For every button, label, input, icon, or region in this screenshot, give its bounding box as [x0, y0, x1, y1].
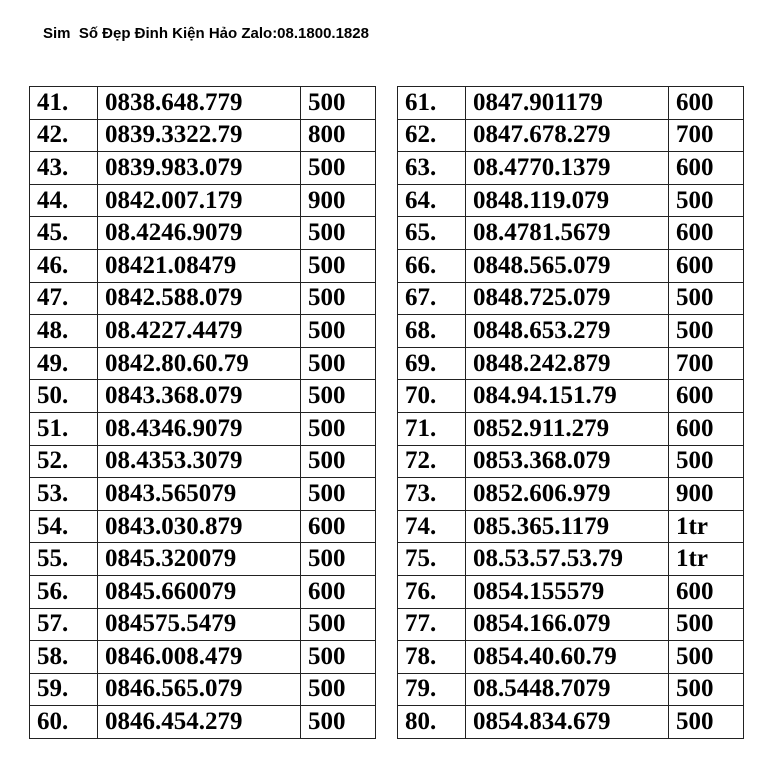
price: 600 [301, 510, 376, 543]
price: 700 [669, 119, 744, 152]
table-row [398, 315, 744, 348]
price: 1tr [669, 543, 744, 576]
table-row [30, 445, 376, 478]
price: 500 [669, 608, 744, 641]
phone-number: 0848.653.279 [466, 315, 669, 348]
row-number: 80. [398, 706, 466, 739]
row-number: 45. [30, 217, 98, 250]
table-row [30, 217, 376, 250]
price: 500 [669, 282, 744, 315]
row-number: 61. [398, 87, 466, 120]
price: 500 [669, 184, 744, 217]
table-row [30, 543, 376, 576]
table-row [398, 641, 744, 674]
phone-number: 0843.565079 [98, 478, 301, 511]
row-number: 55. [30, 543, 98, 576]
table-row [398, 673, 744, 706]
row-number: 44. [30, 184, 98, 217]
price: 500 [301, 315, 376, 348]
phone-number: 085.365.1179 [466, 510, 669, 543]
phone-number: 0846.008.479 [98, 641, 301, 674]
price: 500 [301, 608, 376, 641]
row-number: 70. [398, 380, 466, 413]
row-number: 69. [398, 347, 466, 380]
row-number: 74. [398, 510, 466, 543]
row-number: 46. [30, 249, 98, 282]
price: 600 [669, 152, 744, 185]
table-row [30, 412, 376, 445]
table-row [398, 217, 744, 250]
phone-number: 0854.155579 [466, 575, 669, 608]
price: 900 [669, 478, 744, 511]
price: 600 [669, 217, 744, 250]
phone-number: 084.94.151.79 [466, 380, 669, 413]
price: 500 [669, 641, 744, 674]
phone-number: 08.53.57.53.79 [466, 543, 669, 576]
price: 500 [301, 282, 376, 315]
table-row [30, 706, 376, 739]
row-number: 49. [30, 347, 98, 380]
row-number: 65. [398, 217, 466, 250]
table-row [30, 478, 376, 511]
table-row [398, 282, 744, 315]
phone-number: 0845.660079 [98, 575, 301, 608]
row-number: 43. [30, 152, 98, 185]
phone-number: 0853.368.079 [466, 445, 669, 478]
phone-number: 0846.454.279 [98, 706, 301, 739]
price: 600 [669, 412, 744, 445]
table-row [398, 510, 744, 543]
table-row [398, 347, 744, 380]
phone-number: 08.4781.5679 [466, 217, 669, 250]
table-row [398, 380, 744, 413]
price: 500 [301, 347, 376, 380]
phone-number: 0839.983.079 [98, 152, 301, 185]
table-row [30, 641, 376, 674]
phone-number: 0847.678.279 [466, 119, 669, 152]
price: 600 [669, 380, 744, 413]
table-row [30, 608, 376, 641]
table-row [398, 445, 744, 478]
row-number: 53. [30, 478, 98, 511]
row-number: 57. [30, 608, 98, 641]
phone-number: 08.4353.3079 [98, 445, 301, 478]
row-number: 50. [30, 380, 98, 413]
phone-number: 084575.5479 [98, 608, 301, 641]
phone-number: 0852.606.979 [466, 478, 669, 511]
phone-number: 08.4227.4479 [98, 315, 301, 348]
table-row [30, 510, 376, 543]
price: 600 [669, 87, 744, 120]
row-number: 78. [398, 641, 466, 674]
row-number: 64. [398, 184, 466, 217]
table-row [398, 575, 744, 608]
table-row [30, 152, 376, 185]
row-number: 58. [30, 641, 98, 674]
table-row [398, 608, 744, 641]
row-number: 73. [398, 478, 466, 511]
sim-table-left [29, 86, 376, 739]
table-row [30, 315, 376, 348]
phone-number: 0846.565.079 [98, 673, 301, 706]
price: 500 [301, 706, 376, 739]
table-row [30, 380, 376, 413]
table-row [30, 249, 376, 282]
phone-number: 0847.901179 [466, 87, 669, 120]
phone-number: 0839.3322.79 [98, 119, 301, 152]
table-row [30, 87, 376, 120]
sim-table-body [30, 87, 376, 739]
table-row [398, 478, 744, 511]
table-row [30, 575, 376, 608]
phone-number: 0854.40.60.79 [466, 641, 669, 674]
phone-number: 0848.565.079 [466, 249, 669, 282]
page-title: Sim Số Đẹp Đinh Kiện Hảo Zalo:08.1800.1828 [43, 25, 369, 42]
phone-number: 0842.007.179 [98, 184, 301, 217]
phone-number: 0845.320079 [98, 543, 301, 576]
row-number: 54. [30, 510, 98, 543]
row-number: 71. [398, 412, 466, 445]
table-row [30, 347, 376, 380]
phone-number: 08.5448.7079 [466, 673, 669, 706]
row-number: 79. [398, 673, 466, 706]
phone-number: 0843.368.079 [98, 380, 301, 413]
price: 500 [669, 315, 744, 348]
row-number: 56. [30, 575, 98, 608]
row-number: 76. [398, 575, 466, 608]
price: 500 [301, 673, 376, 706]
price: 500 [669, 445, 744, 478]
price: 800 [301, 119, 376, 152]
price: 1tr [669, 510, 744, 543]
price: 500 [301, 543, 376, 576]
table-row [398, 119, 744, 152]
phone-number: 08.4770.1379 [466, 152, 669, 185]
row-number: 60. [30, 706, 98, 739]
table-row [398, 184, 744, 217]
price: 500 [669, 706, 744, 739]
row-number: 47. [30, 282, 98, 315]
price: 600 [301, 575, 376, 608]
row-number: 63. [398, 152, 466, 185]
price: 500 [301, 478, 376, 511]
phone-number: 0848.725.079 [466, 282, 669, 315]
phone-number: 0852.911.279 [466, 412, 669, 445]
price: 600 [669, 249, 744, 282]
table-row [398, 249, 744, 282]
price: 500 [301, 152, 376, 185]
row-number: 41. [30, 87, 98, 120]
table-row [30, 282, 376, 315]
row-number: 51. [30, 412, 98, 445]
phone-number: 08.4346.9079 [98, 412, 301, 445]
price: 500 [669, 673, 744, 706]
row-number: 59. [30, 673, 98, 706]
row-number: 75. [398, 543, 466, 576]
row-number: 68. [398, 315, 466, 348]
table-row [30, 184, 376, 217]
price: 500 [301, 249, 376, 282]
table-row [30, 119, 376, 152]
phone-number: 0838.648.779 [98, 87, 301, 120]
table-row [398, 412, 744, 445]
price: 500 [301, 641, 376, 674]
row-number: 52. [30, 445, 98, 478]
price: 600 [669, 575, 744, 608]
price: 500 [301, 412, 376, 445]
row-number: 42. [30, 119, 98, 152]
phone-number: 08421.08479 [98, 249, 301, 282]
phone-number: 0854.834.679 [466, 706, 669, 739]
phone-number: 0843.030.879 [98, 510, 301, 543]
price: 500 [301, 445, 376, 478]
price: 500 [301, 87, 376, 120]
phone-number: 08.4246.9079 [98, 217, 301, 250]
table-row [398, 706, 744, 739]
price: 700 [669, 347, 744, 380]
phone-number: 0848.242.879 [466, 347, 669, 380]
table-row [398, 543, 744, 576]
price: 500 [301, 380, 376, 413]
sim-table-right [397, 86, 744, 739]
sim-table-body [398, 87, 744, 739]
row-number: 48. [30, 315, 98, 348]
table-row [398, 152, 744, 185]
row-number: 62. [398, 119, 466, 152]
phone-number: 0854.166.079 [466, 608, 669, 641]
price: 900 [301, 184, 376, 217]
phone-number: 0848.119.079 [466, 184, 669, 217]
row-number: 66. [398, 249, 466, 282]
table-row [398, 87, 744, 120]
phone-number: 0842.80.60.79 [98, 347, 301, 380]
row-number: 77. [398, 608, 466, 641]
row-number: 67. [398, 282, 466, 315]
table-row [30, 673, 376, 706]
price: 500 [301, 217, 376, 250]
phone-number: 0842.588.079 [98, 282, 301, 315]
row-number: 72. [398, 445, 466, 478]
